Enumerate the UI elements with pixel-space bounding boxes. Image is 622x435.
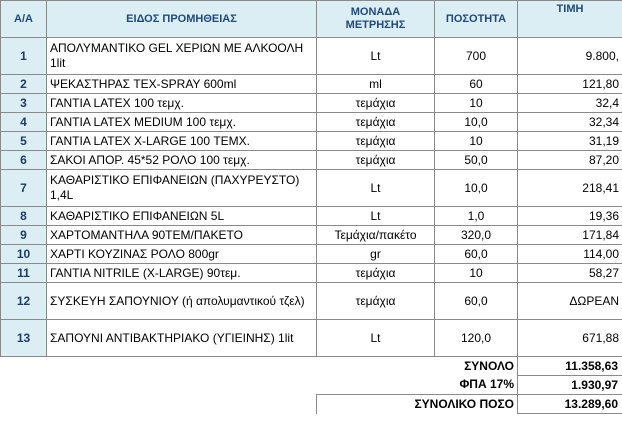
row-item: ΨΕΚΑΣΤΗΡΑΣ TEX-SPRAY 600ml (47, 75, 317, 94)
row-qty: 10,0 (435, 170, 518, 207)
row-price: 218,41 (518, 170, 622, 207)
row-qty: 1,0 (435, 207, 518, 226)
table-row (1, 320, 622, 357)
row-price: 87,20 (518, 151, 622, 170)
row-unit: τεμάχια (317, 132, 435, 151)
row-item: ΚΑΘΑΡΙΣΤΙΚΟ ΕΠΙΦΑΝΕΙΩΝ (ΠΑΧΥΡΕΥΣΤΟ) 1,4L (47, 170, 317, 207)
row-qty: 10 (435, 132, 518, 151)
row-item: ΓΑΝΤΙΑ NITRILE (X-LARGE) 90τεμ. (47, 264, 317, 283)
row-number: 12 (1, 283, 47, 320)
row-number: 7 (1, 170, 47, 207)
row-number: 1 (1, 38, 47, 75)
row-qty: 60,0 (435, 245, 518, 264)
row-unit: Lt (317, 207, 435, 226)
subtotal-label: ΣΥΝΟΛΟ (317, 357, 518, 376)
row-unit: Lt (317, 170, 435, 207)
row-unit: τεμάχια (317, 264, 435, 283)
header-qty: ΠΟΣΟΤΗΤΑ (435, 1, 518, 38)
header-num: Α/Α (1, 1, 47, 38)
vat-value: 1.930,97 (518, 376, 622, 395)
table-row (1, 207, 622, 226)
table-row (1, 283, 622, 320)
row-item: ΣΑΠΟΥΝΙ ΑΝΤΙΒΑΚΤΗΡΙΑΚΟ (ΥΓΙΕΙΝΗΣ) 1lit (47, 320, 317, 357)
row-unit: τεμάχια (317, 94, 435, 113)
header-row (1, 1, 622, 38)
table-row (1, 113, 622, 132)
row-number: 9 (1, 226, 47, 245)
row-number: 13 (1, 320, 47, 357)
row-item: ΣΑΚΟΙ ΑΠΟΡ. 45*52 ΡΟΛΟ 100 τεμχ. (47, 151, 317, 170)
row-item: ΓΑΝΤΙΑ LATEX X-LARGE 100 ΤΕΜΧ. (47, 132, 317, 151)
row-number: 3 (1, 94, 47, 113)
header-price: ΤΙΜΗ (518, 1, 622, 38)
row-number: 2 (1, 75, 47, 94)
row-unit: ml (317, 75, 435, 94)
table-row (1, 245, 622, 264)
table-row (1, 264, 622, 283)
row-price: 171,84 (518, 226, 622, 245)
table-row (1, 94, 622, 113)
row-qty: 50,0 (435, 151, 518, 170)
row-unit: Τεμάχια/πακέτο (317, 226, 435, 245)
header-item: ΕΙΔΟΣ ΠΡΟΜΗΘΕΙΑΣ (47, 1, 317, 38)
header-unit: ΜΟΝΑΔΑ ΜΕΤΡΗΣΗΣ (317, 1, 435, 38)
grand-total-row (1, 395, 622, 414)
row-price: 671,88 (518, 320, 622, 357)
row-number: 11 (1, 264, 47, 283)
row-price: 9.800, (518, 38, 622, 75)
row-price: 19,36 (518, 207, 622, 226)
row-qty: 60,0 (435, 283, 518, 320)
subtotal-row (1, 357, 622, 376)
row-price: 121,80 (518, 75, 622, 94)
row-unit: τεμάχια (317, 113, 435, 132)
row-unit: Lt (317, 320, 435, 357)
row-item: ΑΠΟΛΥΜΑΝΤΙΚΟ GEL ΧΕΡΙΩΝ ΜΕ ΑΛΚΟΟΛΗ 1lit (47, 38, 317, 75)
row-qty: 10,0 (435, 113, 518, 132)
row-price: 114,00 (518, 245, 622, 264)
row-number: 10 (1, 245, 47, 264)
row-item: ΚΑΘΑΡΙΣΤΙΚΟ ΕΠΙΦΑΝΕΙΩΝ 5L (47, 207, 317, 226)
table-row (1, 38, 622, 75)
row-price: 58,27 (518, 264, 622, 283)
table-row (1, 226, 622, 245)
grand-total-value: 13.289,60 (518, 395, 622, 414)
table-row (1, 170, 622, 207)
row-number: 6 (1, 151, 47, 170)
row-price: 32,34 (518, 113, 622, 132)
row-item: ΓΑΝΤΙΑ LATEX 100 τεμχ. (47, 94, 317, 113)
row-qty: 320,0 (435, 226, 518, 245)
row-number: 5 (1, 132, 47, 151)
row-price: 31,19 (518, 132, 622, 151)
row-number: 4 (1, 113, 47, 132)
row-item: ΧΑΡΤΟΜΑΝΤΗΛΑ 90ΤΕΜ/ΠΑΚΕΤΟ (47, 226, 317, 245)
subtotal-value: 11.358,63 (518, 357, 622, 376)
row-item: ΣΥΣΚΕΥΗ ΣΑΠΟΥΝΙΟΥ (ή απολυμαντικού τζελ) (47, 283, 317, 320)
grand-total-label: ΣΥΝΟΛΙΚΟ ΠΟΣΟ (317, 395, 518, 414)
row-unit: τεμάχια (317, 283, 435, 320)
row-price: ΔΩΡΕΑΝ (518, 283, 622, 320)
vat-row (1, 376, 622, 395)
row-price: 32,4 (518, 94, 622, 113)
table-row (1, 151, 622, 170)
row-item: ΓΑΝΤΙΑ LATEX MEDIUM 100 τεμχ. (47, 113, 317, 132)
table-row (1, 132, 622, 151)
row-qty: 60 (435, 75, 518, 94)
row-item: ΧΑΡΤΙ ΚΟΥΖΙΝΑΣ ΡΟΛΟ 800gr (47, 245, 317, 264)
row-qty: 10 (435, 94, 518, 113)
row-qty: 700 (435, 38, 518, 75)
row-qty: 10 (435, 264, 518, 283)
row-unit: gr (317, 245, 435, 264)
vat-label: ΦΠΑ 17% (317, 376, 518, 395)
row-number: 8 (1, 207, 47, 226)
row-qty: 120,0 (435, 320, 518, 357)
row-unit: Lt (317, 38, 435, 75)
table-row (1, 75, 622, 94)
row-unit: τεμάχια (317, 151, 435, 170)
